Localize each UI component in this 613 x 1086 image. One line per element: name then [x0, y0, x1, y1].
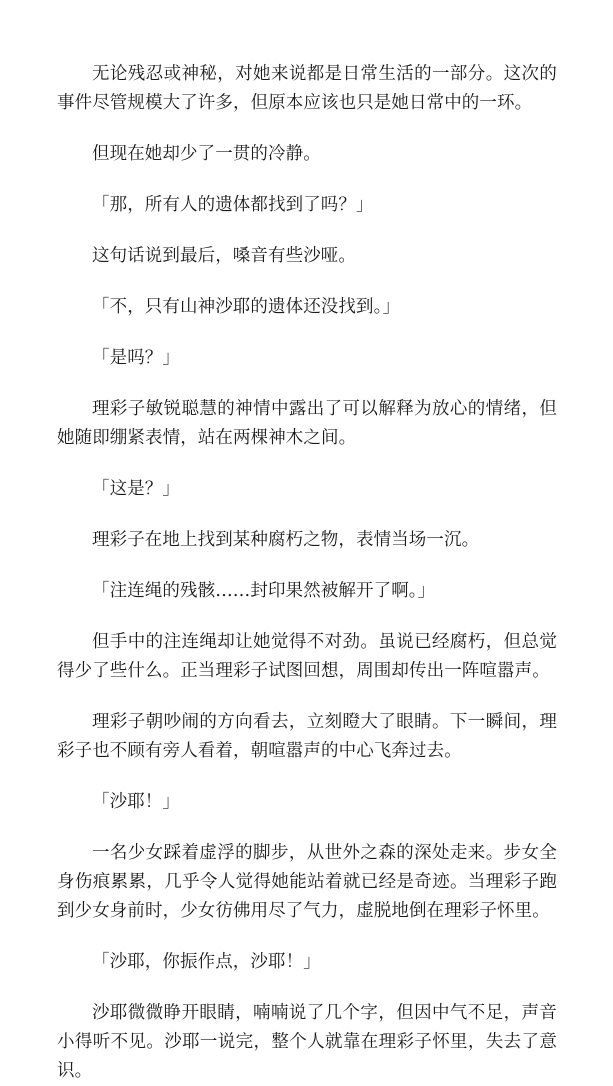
paragraph-8: 「这是？」 — [92, 479, 180, 499]
paragraph-14: 一名少女踩着虚浮的脚步，从世外之森的深处走来。步女全身伤痕累累，几乎令人觉得她能站着就已经是奇迹。当理彩子跑到少女身前时，少女彷佛用尽了气力，虚脱地倒在理彩子怀里。 — [57, 843, 557, 921]
paragraph-4: 这句话说到最后，嗓音有些沙哑。 — [92, 246, 356, 266]
paragraph-2: 但现在她却少了一贯的冷静。 — [92, 144, 321, 164]
paragraph-3: 「那，所有人的遗体都找到了吗？」 — [92, 195, 374, 215]
paragraph-11: 但手中的注连绳却让她觉得不对劲。虽说已经腐朽，但总觉得少了些什么。正当理彩子试图回想，周围却传出一阵喧嚣声。 — [57, 632, 557, 681]
paragraph-6: 「是吗？」 — [92, 348, 180, 368]
paragraph-7: 理彩子敏锐聪慧的神情中露出了可以解释为放心的情绪，但她随即绷紧表情，站在两棵神木之间。 — [57, 399, 557, 448]
paragraph-10: 「注连绳的残骸……封印果然被解开了啊。」 — [92, 581, 436, 601]
paragraph-16: 沙耶微微睁开眼睛，喃喃说了几个字，但因中气不足，声音小得听不见。沙耶一说完，整个人就靠在理彩子怀里，失去了意识。 — [57, 1003, 557, 1081]
paragraph-1: 无论残忍或神秘，对她来说都是日常生活的一部分。这次的事件尽管规模大了许多，但原本应该也只是她日常中的一环。 — [57, 64, 557, 113]
paragraph-15: 「沙耶，你振作点，沙耶！」 — [92, 952, 321, 972]
text-page — [57, 60, 557, 1086]
paragraph-5: 「不，只有山神沙耶的遗体还没找到。」 — [92, 297, 401, 317]
paragraph-12: 理彩子朝吵闹的方向看去，立刻瞪大了眼睛。下一瞬间，理彩子也不顾有旁人看着，朝喧嚣声的中心飞奔过去。 — [57, 712, 557, 761]
paragraph-13: 「沙耶！」 — [92, 792, 180, 812]
paragraph-9: 理彩子在地上找到某种腐朽之物，表情当场一沉。 — [92, 530, 480, 550]
